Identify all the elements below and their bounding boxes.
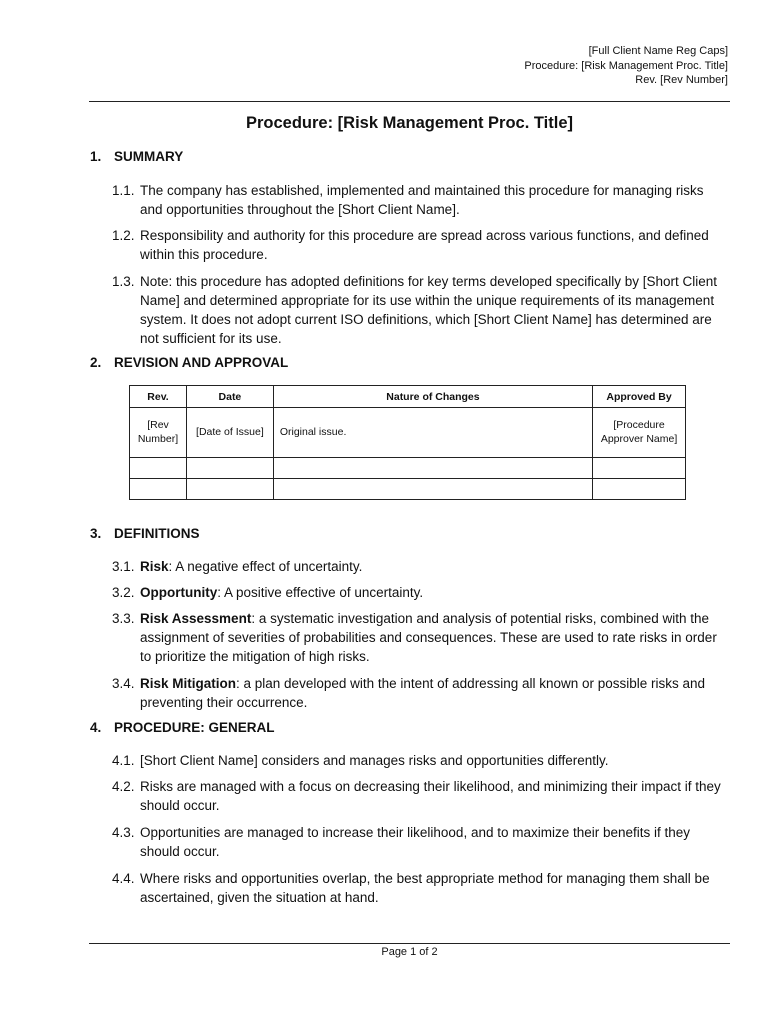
page-title: Procedure: [Risk Management Proc. Title] — [245, 114, 574, 132]
table-cell: [Rev Number] — [130, 408, 187, 458]
table-row — [130, 458, 686, 479]
section-title: SUMMARY — [114, 149, 184, 164]
footer-divider — [89, 943, 730, 944]
definition-term: Opportunity — [140, 585, 218, 600]
list-item — [112, 272, 724, 348]
header-procedure-title: Procedure: [Risk Management Proc. Title] — [524, 59, 728, 72]
definition-term: Risk Assessment — [140, 611, 252, 626]
item-number: 1.1. — [112, 183, 135, 198]
table-row — [130, 408, 686, 458]
list-item — [112, 181, 724, 219]
table-cell — [593, 458, 686, 479]
item-number: 4.1. — [112, 753, 135, 768]
table-cell — [130, 479, 187, 500]
definition-text: : a plan developed with the intent of addressing all known or possible risks and preventing their occurrence. — [140, 676, 706, 710]
section-number: 2. — [90, 355, 102, 370]
section-heading-procedure-general — [90, 720, 275, 735]
section-number: 4. — [90, 720, 102, 735]
definition-item — [112, 674, 724, 712]
revision-table — [129, 385, 686, 500]
table-cell — [593, 479, 686, 500]
definition-item — [112, 557, 724, 576]
item-number: 4.2. — [112, 779, 135, 794]
item-number: 3.2. — [112, 585, 135, 600]
section-heading-revision — [90, 355, 288, 370]
item-text: Note: this procedure has adopted definitions for key terms developed specifically by [Short Client Name] and determined appropriate for its use within the unique requirements of its management system. It does not adopt current ISO definitions, which [Short Client Name] has determined are not sufficient for its use. — [140, 274, 718, 346]
table-header-row — [130, 386, 686, 408]
table-row — [130, 479, 686, 500]
item-number: 1.3. — [112, 274, 135, 289]
list-item — [112, 226, 724, 264]
section-number: 1. — [90, 149, 102, 164]
section-title: PROCEDURE: GENERAL — [114, 720, 275, 735]
item-text: Where risks and opportunities overlap, the best appropriate method for managing them shall be ascertained, given the situation at hand. — [140, 871, 710, 905]
definition-text: : A positive effective of uncertainty. — [217, 585, 424, 600]
table-cell — [273, 458, 592, 479]
header-client-name: [Full Client Name Reg Caps] — [588, 45, 728, 57]
item-text: The company has established, implemented and maintained this procedure for managing risks and opportunities throughout the [Short Client Name]. — [140, 183, 704, 217]
definition-term: Risk — [140, 559, 169, 574]
table-cell: [Date of Issue] — [186, 408, 273, 458]
column-header-approved-by: Approved By — [593, 386, 686, 408]
definition-text: : a systematic investigation and analysis of potential risks, combined with the assignment of severities of probabilities and consequences. These are used to rate risks in order to prioritize the mitigation of high risks. — [140, 611, 717, 664]
page-number: Page 1 of 2 — [381, 946, 438, 958]
table-cell: Original issue. — [273, 408, 592, 458]
item-number: 3.3. — [112, 611, 135, 626]
list-item — [112, 777, 724, 815]
table-cell: [Procedure Approver Name] — [593, 408, 686, 458]
item-number: 4.4. — [112, 871, 135, 886]
section-title: DEFINITIONS — [114, 526, 200, 541]
item-number: 3.4. — [112, 676, 135, 691]
section-heading-summary — [90, 149, 183, 164]
list-item — [112, 869, 724, 907]
table-cell — [130, 458, 187, 479]
list-item — [112, 823, 724, 861]
table-cell — [186, 458, 273, 479]
item-text: Responsibility and authority for this procedure are spread across various functions, and defined within this procedure. — [140, 228, 709, 262]
document-header — [524, 44, 728, 88]
item-number: 3.1. — [112, 559, 135, 574]
table-cell — [273, 479, 592, 500]
section-heading-definitions — [90, 526, 200, 541]
definition-item — [112, 609, 724, 666]
item-text: Risks are managed with a focus on decreasing their likelihood, and minimizing their impact if they should occur. — [140, 779, 721, 813]
definition-text: : A negative effect of uncertainty. — [168, 559, 363, 574]
column-header-nature-of-changes: Nature of Changes — [273, 386, 592, 408]
table-cell — [186, 479, 273, 500]
item-number: 4.3. — [112, 825, 135, 840]
item-text: Opportunities are managed to increase their likelihood, and to maximize their benefits if they should occur. — [140, 825, 691, 859]
header-divider — [89, 101, 730, 102]
definition-item — [112, 583, 724, 602]
list-item — [112, 751, 724, 770]
header-revision: Rev. [Rev Number] — [635, 74, 728, 86]
column-header-rev: Rev. — [130, 386, 187, 408]
section-number: 3. — [90, 526, 102, 541]
definition-term: Risk Mitigation — [140, 676, 237, 691]
section-title: REVISION AND APPROVAL — [114, 355, 289, 370]
item-text: [Short Client Name] considers and manages risks and opportunities differently. — [140, 753, 609, 768]
item-number: 1.2. — [112, 228, 135, 243]
column-header-date: Date — [186, 386, 273, 408]
